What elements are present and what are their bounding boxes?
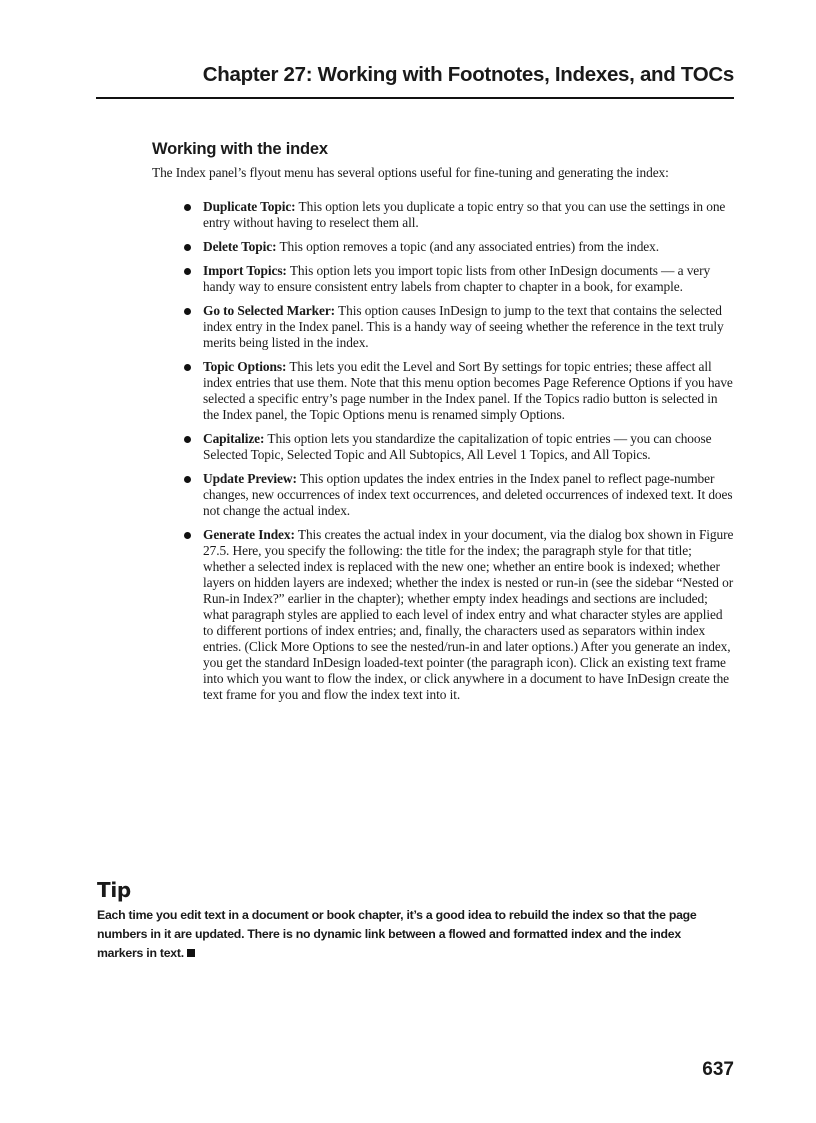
section-heading: Working with the index xyxy=(152,140,328,158)
bullet-term: Capitalize: xyxy=(203,431,265,446)
bullet-text: This option lets you import topic lists from other InDesign documents — a very handy way to ensure consistent entry labels from chapter to chapter in a book, for example. xyxy=(203,263,711,294)
bullet-term: Import Topics: xyxy=(203,263,287,278)
bullet-text: This option causes InDesign to jump to the text that contains the selected index entry in the Index panel. This is a handy way of seeing whether the reference in the text truly merits being listed in the index. xyxy=(203,303,724,350)
bullet-icon xyxy=(184,476,191,483)
page-number: 637 xyxy=(702,1059,734,1080)
bullet-item-duplicate-topic xyxy=(183,199,735,231)
bullet-term: Go to Selected Marker: xyxy=(203,303,336,318)
bullet-item-topic-options xyxy=(183,359,735,423)
bullet-text: This option lets you duplicate a topic entry so that you can use the settings in one entry without having to reselect them all. xyxy=(203,199,726,230)
bullet-icon xyxy=(184,532,191,539)
bullet-term: Delete Topic: xyxy=(203,239,277,254)
bullet-item-capitalize xyxy=(183,431,735,463)
tip-text: Each time you edit text in a document or book chapter, it’s a good idea to rebuild the index so that the page numbers in it are updated. There is no dynamic link between a flowed and formatted index and the index markers in text. xyxy=(97,908,697,960)
bullet-icon xyxy=(184,308,191,315)
bullet-icon xyxy=(184,364,191,371)
running-head-chapter-title: Chapter 27: Working with Footnotes, Indexes, and TOCs xyxy=(202,63,734,86)
bullet-item-generate-index xyxy=(183,527,735,703)
bullet-text: This lets you edit the Level and Sort By settings for topic entries; these affect all index entries that use them. Note that this menu option becomes Page Reference Options if you have selected a specific entry’s page number in the Index panel. If the Topics radio button is selected in the Index panel, the Topic Options menu is renamed simply Options. xyxy=(203,359,733,422)
header-rule xyxy=(96,97,734,99)
bullet-icon xyxy=(184,204,191,211)
bullet-item-go-to-selected-marker xyxy=(183,303,735,351)
tip-heading: Tip xyxy=(97,878,131,902)
options-bullet-list xyxy=(183,199,735,711)
bullet-icon xyxy=(184,436,191,443)
bullet-text: This creates the actual index in your document, via the dialog box shown in Figure 27.5. Here, you specify the following: the title for the index; the paragraph style for that title; whether a selected index is replaced with the new one; whether an entire book is indexed; whether layers on hidden layers are indexed; whether the index is nested or run-in (see the sidebar “Nested or Run-in Index?” earlier in the chapter); whether empty index headings and sections are included; what paragraph styles are applied to each level of index entry and what character styles are applied to different portions of index entries; and, finally, the characters used as separators within index entries. (Click More Options to see the nested/run-in and later options.) After you generate an index, you get the standard InDesign loaded-text pointer (the paragraph icon). Click an existing text frame into which you want to flow the index, or click anywhere in a document to have InDesign create the text frame for you and flow the index text into it. xyxy=(203,527,734,702)
bullet-icon xyxy=(184,244,191,251)
bullet-term: Update Preview: xyxy=(203,471,297,486)
bullet-item-delete-topic xyxy=(183,239,735,255)
bullet-text: This option lets you standardize the capitalization of topic entries — you can choose Selected Topic, Selected Topic and All Subtopics, All Level 1 Topics, and All Topics. xyxy=(203,431,712,462)
bullet-item-import-topics xyxy=(183,263,735,295)
end-of-section-icon xyxy=(187,949,195,957)
bullet-term: Duplicate Topic: xyxy=(203,199,296,214)
bullet-text: This option updates the index entries in the Index panel to reflect page-number changes, new occurrences of index text occurrences, and deleted occurrences of indexed text. It does not change the actual index. xyxy=(203,471,733,518)
tip-body xyxy=(97,906,727,963)
bullet-text: This option removes a topic (and any associated entries) from the index. xyxy=(279,239,659,254)
intro-paragraph: The Index panel’s flyout menu has several options useful for fine-tuning and generating the index: xyxy=(152,165,669,180)
bullet-term: Generate Index: xyxy=(203,527,295,542)
bullet-icon xyxy=(184,268,191,275)
bullet-item-update-preview xyxy=(183,471,735,519)
bullet-term: Topic Options: xyxy=(203,359,287,374)
